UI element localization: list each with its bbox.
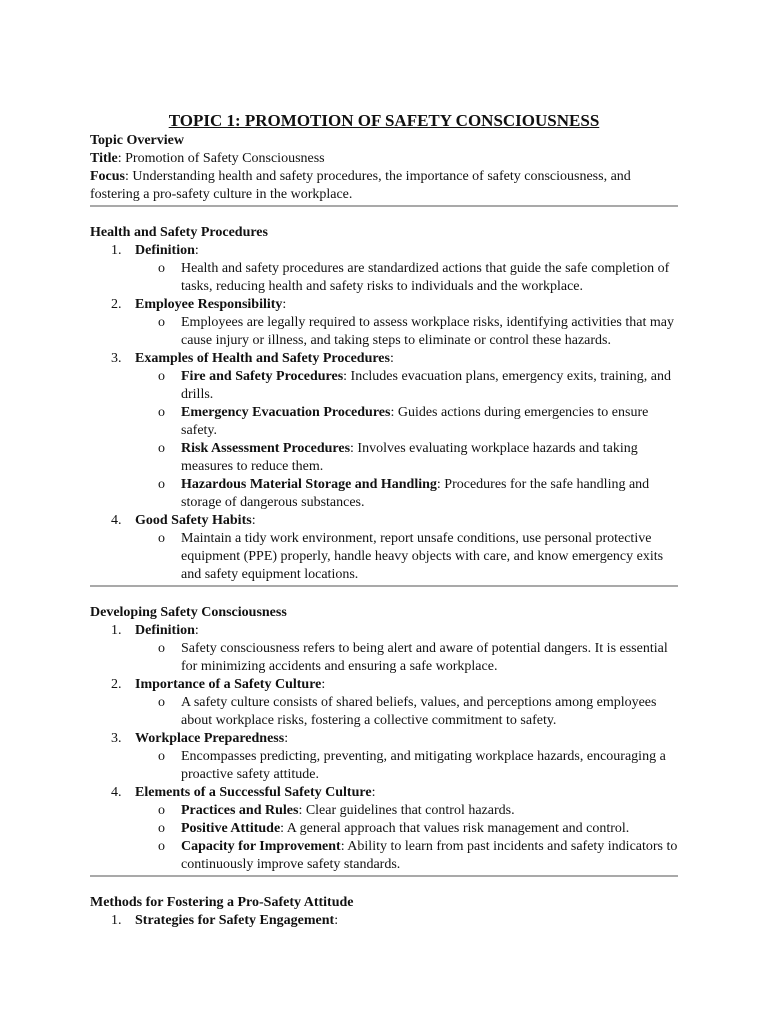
item-label-suffix: : — [321, 677, 326, 692]
sub-bullet-item — [90, 314, 678, 350]
sub-bullet-item — [90, 440, 678, 476]
sub-item-label: Emergency Evacuation Procedures — [181, 405, 391, 420]
hollow-bullet-icon: o — [158, 803, 165, 818]
item-number: 4. — [111, 785, 122, 800]
sub-item-text: : Involves evaluating workplace hazards and taking measures to reduce them. — [181, 441, 638, 474]
section — [90, 604, 678, 874]
item-number: 3. — [111, 731, 122, 746]
overview-heading: Topic Overview — [90, 133, 184, 148]
hollow-bullet-icon: o — [158, 477, 165, 492]
sub-bullet-item — [90, 260, 678, 296]
hollow-bullet-icon: o — [158, 641, 165, 656]
sub-item-text: A safety culture consists of shared beliefs, values, and perceptions among employees about workplace risks, fostering a collective commitment to safety. — [181, 695, 657, 728]
section — [90, 894, 678, 930]
sub-item-label: Risk Assessment Procedures — [181, 441, 351, 456]
item-label: Definition — [135, 623, 195, 638]
item-number: 4. — [111, 513, 122, 528]
item-label: Good Safety Habits — [135, 513, 252, 528]
sub-item-text: : Guides actions during emergencies to ensure safety. — [181, 405, 649, 438]
sub-item-text: : Clear guidelines that control hazards. — [298, 803, 515, 818]
sub-item-label: Hazardous Material Storage and Handling — [181, 477, 437, 492]
hollow-bullet-icon: o — [158, 315, 165, 330]
item-label: Workplace Preparedness — [135, 731, 285, 746]
hollow-bullet-icon: o — [158, 405, 165, 420]
sub-item-label: Practices and Rules — [181, 803, 299, 818]
sub-bullet-item — [90, 838, 678, 874]
item-label-suffix: : — [194, 623, 199, 638]
item-label: Importance of a Safety Culture — [135, 677, 322, 692]
numbered-item — [90, 912, 678, 930]
section-divider — [90, 875, 678, 877]
sub-item-text: : Ability to learn from past incidents and safety indicators to continuously improve safety standards. — [181, 839, 678, 872]
item-number: 1. — [111, 913, 122, 928]
item-number: 2. — [111, 677, 122, 692]
overview-focus-label: Focus — [90, 169, 125, 184]
numbered-item — [90, 512, 678, 530]
item-label-suffix: : — [194, 243, 199, 258]
hollow-bullet-icon: o — [158, 839, 165, 854]
sub-bullet-item — [90, 404, 678, 440]
section-heading: Methods for Fostering a Pro-Safety Attitude — [90, 895, 354, 910]
sub-bullet-item — [90, 820, 678, 838]
item-label-suffix: : — [284, 731, 289, 746]
sub-bullet-item — [90, 368, 678, 404]
numbered-item — [90, 676, 678, 694]
sub-item-text: Safety consciousness refers to being alert and aware of potential dangers. It is essential for minimizing accidents and ensuring a safe workplace. — [181, 641, 668, 674]
hollow-bullet-icon: o — [158, 749, 165, 764]
sub-item-text: : A general approach that values risk management and control. — [280, 821, 630, 836]
numbered-item — [90, 296, 678, 314]
overview-title-line — [90, 150, 678, 168]
overview-focus-line — [90, 168, 678, 204]
topic-overview — [90, 132, 678, 204]
hollow-bullet-icon: o — [158, 369, 165, 384]
numbered-item — [90, 622, 678, 640]
section-heading: Developing Safety Consciousness — [90, 605, 287, 620]
sub-item-text: Encompasses predicting, preventing, and mitigating workplace hazards, encouraging a proactive safety attitude. — [181, 749, 666, 782]
section-heading: Health and Safety Procedures — [90, 225, 268, 240]
item-number: 2. — [111, 297, 122, 312]
item-label: Employee Responsibility — [135, 297, 283, 312]
hollow-bullet-icon: o — [158, 441, 165, 456]
hollow-bullet-icon: o — [158, 695, 165, 710]
item-label: Definition — [135, 243, 195, 258]
section-divider — [90, 205, 678, 207]
numbered-item — [90, 350, 678, 368]
sub-bullet-item — [90, 802, 678, 820]
item-label: Elements of a Successful Safety Culture — [135, 785, 372, 800]
item-label-suffix: : — [282, 297, 287, 312]
sub-item-label: Capacity for Improvement — [181, 839, 341, 854]
overview-title-value: : Promotion of Safety Consciousness — [117, 151, 325, 166]
section — [90, 224, 678, 584]
item-label-suffix: : — [371, 785, 376, 800]
sub-item-label: Fire and Safety Procedures — [181, 369, 344, 384]
sub-item-text: Health and safety procedures are standardized actions that guide the safe completion of tasks, reducing health and safety risks to individuals and the workplace. — [181, 261, 670, 294]
item-number: 3. — [111, 351, 122, 366]
overview-title-label: Title — [90, 151, 118, 166]
hollow-bullet-icon: o — [158, 261, 165, 276]
sub-item-text: : Procedures for the safe handling and storage of dangerous substances. — [181, 477, 650, 510]
item-number: 1. — [111, 623, 122, 638]
numbered-item — [90, 242, 678, 260]
sub-bullet-item — [90, 530, 678, 584]
item-label-suffix: : — [251, 513, 256, 528]
sub-bullet-item — [90, 476, 678, 512]
document-title: TOPIC 1: PROMOTION OF SAFETY CONSCIOUSNESS — [168, 111, 600, 130]
numbered-item — [90, 784, 678, 802]
item-number: 1. — [111, 243, 122, 258]
sub-bullet-item — [90, 640, 678, 676]
hollow-bullet-icon: o — [158, 531, 165, 546]
sub-bullet-item — [90, 694, 678, 730]
item-label: Strategies for Safety Engagement — [135, 913, 335, 928]
sub-item-text: : Includes evacuation plans, emergency exits, training, and drills. — [181, 369, 672, 402]
item-label: Examples of Health and Safety Procedures — [135, 351, 390, 366]
item-label-suffix: : — [334, 913, 339, 928]
document-page — [90, 110, 678, 930]
numbered-item — [90, 730, 678, 748]
hollow-bullet-icon: o — [158, 821, 165, 836]
section-divider — [90, 585, 678, 587]
sub-item-text: Employees are legally required to assess workplace risks, identifying activities that may cause injury or illness, and taking steps to eliminate or control these hazards. — [181, 315, 674, 348]
sub-item-label: Positive Attitude — [181, 821, 281, 836]
item-label-suffix: : — [389, 351, 394, 366]
sub-bullet-item — [90, 748, 678, 784]
overview-focus-value: : Understanding health and safety procedures, the importance of safety consciousness, and fostering a pro-safety culture in the workplace. — [90, 169, 631, 202]
sections-container — [90, 224, 678, 930]
sub-item-text: Maintain a tidy work environment, report unsafe conditions, use personal protective equipment (PPE) properly, handle heavy objects with care, and know emergency exits and safety equipment locations. — [181, 531, 664, 582]
